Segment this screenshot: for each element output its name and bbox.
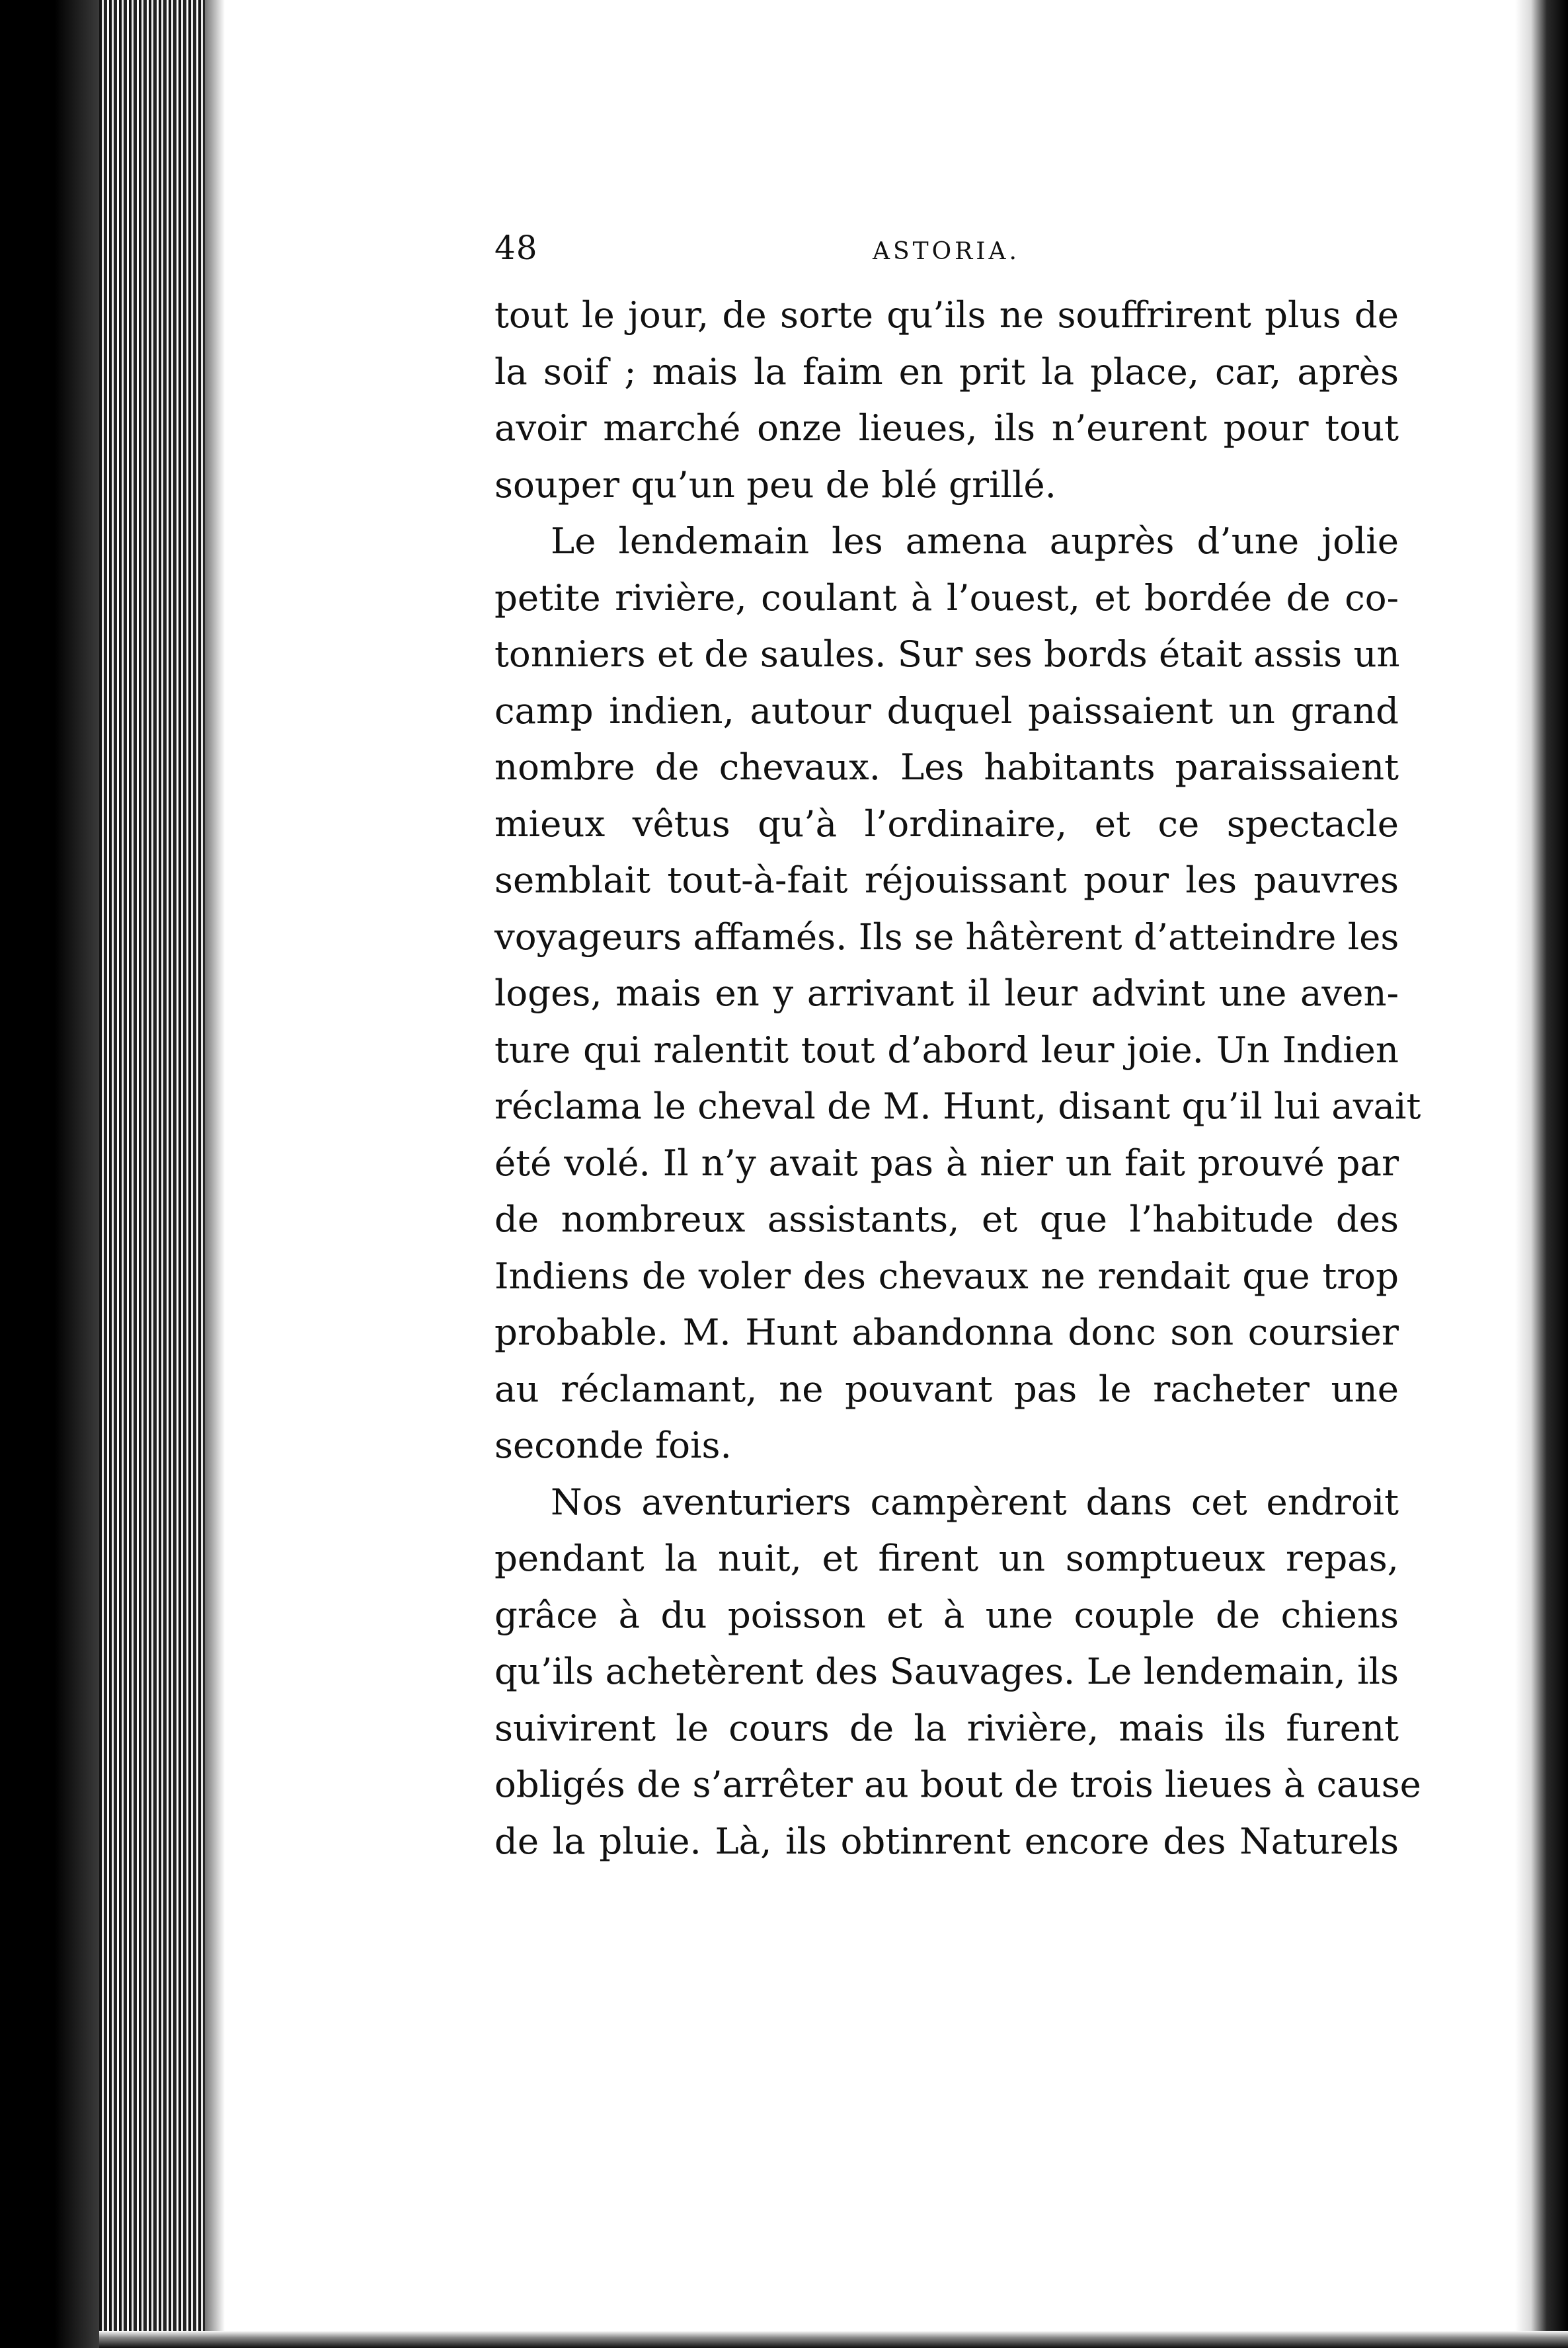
scan-right-edge: [1515, 0, 1568, 2348]
text-line: réclama le cheval de M. Hunt, disant qu’il lui avait: [494, 1085, 1421, 1127]
text-line: qu’ils achetèrent des Sauvages. Le lendemain, ils: [494, 1650, 1399, 1692]
book-page: [494, 225, 1421, 1869]
text-line: avoir marché onze lieues, ils n’eurent pour tout: [494, 407, 1399, 449]
text-line: loges, mais en y arrivant il leur advint une aven-: [494, 972, 1399, 1014]
text-line: tonniers et de saules. Sur ses bords était assis un: [494, 633, 1400, 675]
text-line: petite rivière, coulant à l’ouest, et bordée de co-: [494, 576, 1399, 619]
scan-bottom-edge: [99, 2331, 1568, 2348]
text-line: de la pluie. Là, ils obtinrent encore des Naturels: [494, 1819, 1399, 1862]
text-line: pendant la nuit, et firent un somptueux repas,: [494, 1537, 1399, 1579]
text-line: tout le jour, de sorte qu’ils ne souffrirent plus de: [494, 294, 1399, 336]
text-line: mieux vêtus qu’à l’ordinaire, et ce spectacle: [494, 802, 1399, 845]
paragraph-start-line: Le lendemain les amena auprès d’une jolie: [551, 520, 1399, 562]
running-head: [494, 225, 1399, 278]
paragraph-start-line: Nos aventuriers campèrent dans cet endroit: [551, 1480, 1399, 1523]
text-line: la soif ; mais la faim en prit la place, car, après: [494, 350, 1399, 393]
running-title: ASTORIA.: [873, 238, 1020, 265]
text-line: au réclamant, ne pouvant pas le racheter une: [494, 1367, 1399, 1410]
scan-binding-shadow: [0, 0, 99, 2348]
text-line: grâce à du poisson et à une couple de chiens: [494, 1593, 1399, 1636]
text-line: nombre de chevaux. Les habitants paraissaient: [494, 746, 1399, 788]
text-line: souper qu’un peu de blé grillé.: [494, 463, 1056, 506]
text-line: de nombreux assistants, et que l’habitude des: [494, 1198, 1399, 1240]
text-line: seconde fois.: [494, 1424, 732, 1466]
text-line: voyageurs affamés. Ils se hâtèrent d’atteindre les: [494, 915, 1399, 958]
text-line: probable. M. Hunt abandonna donc son coursier: [494, 1311, 1399, 1353]
text-line: suivirent le cours de la rivière, mais ils furent: [494, 1706, 1399, 1749]
text-line: Indiens de voler des chevaux ne rendait que trop: [494, 1254, 1399, 1297]
text-line: camp indien, autour duquel paissaient un grand: [494, 689, 1399, 732]
page-number: 48: [494, 229, 538, 267]
scan-binding-fade: [205, 0, 225, 2348]
text-line: été volé. Il n’y avait pas à nier un fait prouvé par: [494, 1141, 1399, 1184]
text-line: semblait tout-à-fait réjouissant pour les pauvres: [494, 859, 1399, 901]
text-line: obligés de s’arrêter au bout de trois lieues à cause: [494, 1763, 1421, 1805]
text-line: ture qui ralentit tout d’abord leur joie. Un Indien: [494, 1028, 1399, 1071]
text-body: [494, 287, 1421, 1869]
scan-binding-edge: [99, 0, 218, 2348]
